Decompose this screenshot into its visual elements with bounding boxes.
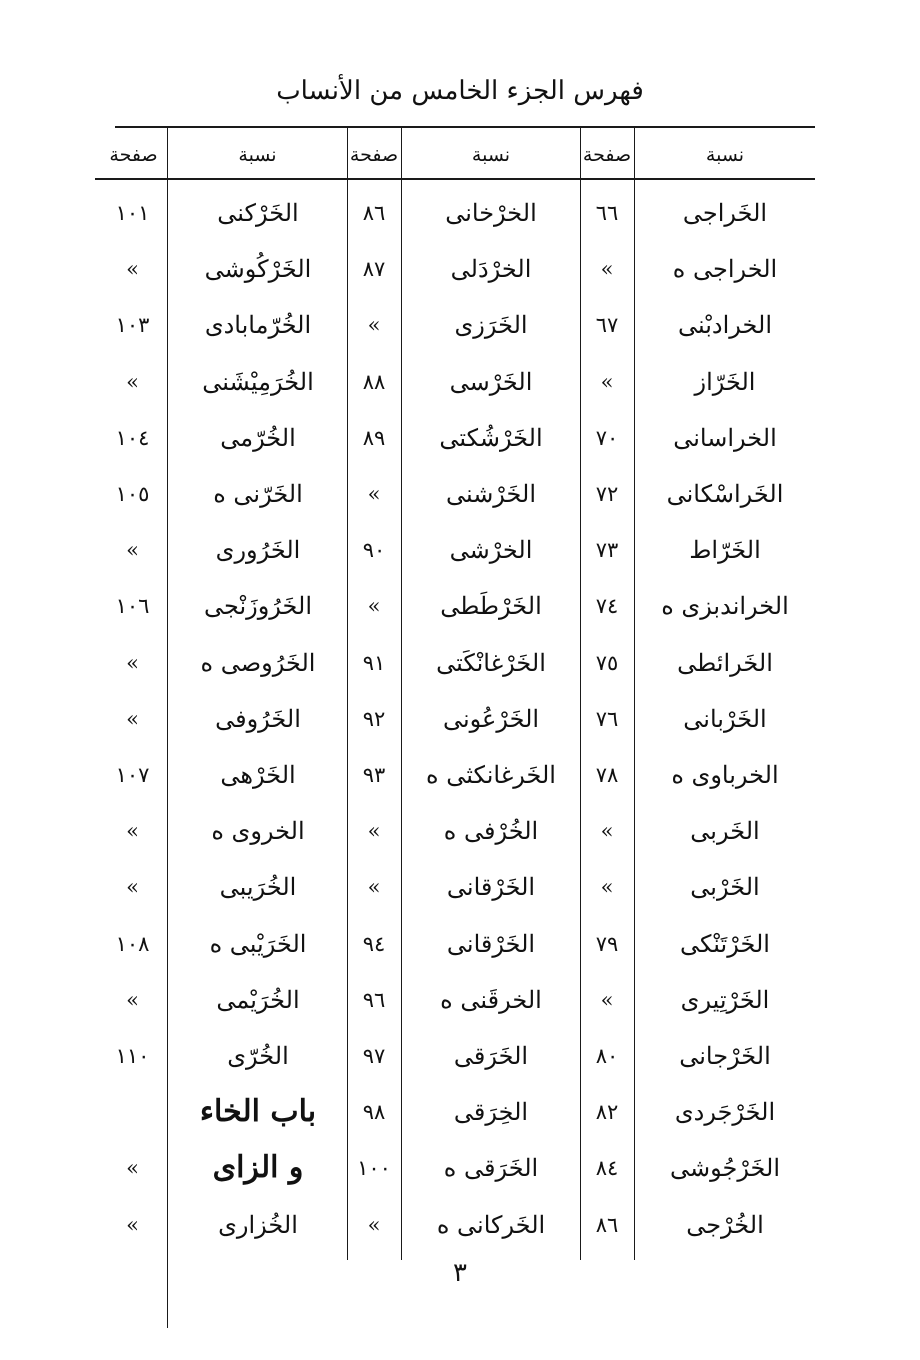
entry-name: الخَرْطَطى bbox=[440, 592, 542, 620]
entry-page: ١١٠ bbox=[115, 1044, 150, 1068]
entry-name: الخَرُوزَنْجى bbox=[203, 592, 313, 620]
column-divider bbox=[634, 128, 635, 1260]
entry-page: ٨٢ bbox=[595, 1100, 619, 1124]
entry-name: الخرقَنى ه bbox=[440, 986, 542, 1014]
entry-page: ١٠٠ bbox=[357, 1156, 391, 1180]
entry-page: ٩٠ bbox=[362, 538, 386, 562]
entry-page: ١٠٤ bbox=[115, 426, 150, 450]
entry-page: » bbox=[126, 1213, 139, 1237]
entry-name: الخَرَيْبى ه bbox=[209, 930, 307, 958]
entry-name: الخَركانى ه bbox=[436, 1211, 546, 1239]
entry-name: الخُزارى bbox=[218, 1211, 298, 1239]
entry-page: » bbox=[600, 257, 614, 281]
entry-page: ٦٦ bbox=[595, 201, 619, 225]
header-top-rule bbox=[115, 126, 815, 128]
entry-page: » bbox=[367, 1213, 381, 1237]
entry-page: ٧٢ bbox=[595, 482, 619, 506]
entry-name: الخَرْتِيرى bbox=[680, 986, 770, 1014]
entry-page: ٩٧ bbox=[362, 1044, 386, 1068]
entry-name: الخُرّمابادى bbox=[204, 311, 312, 339]
entry-page: » bbox=[367, 594, 381, 618]
entry-name: الخَرْجُوشى bbox=[669, 1154, 781, 1182]
entry-page: ٦٧ bbox=[595, 313, 619, 337]
entry-name: الخراندبزى ه bbox=[661, 592, 789, 620]
entry-name: الخَرْكنى bbox=[217, 199, 299, 227]
entry-name: الخُرْفى ه bbox=[443, 817, 539, 845]
entry-name: الخَرْبى bbox=[690, 873, 760, 901]
column-divider bbox=[167, 128, 168, 1328]
entry-name: الخرْخانى bbox=[445, 199, 537, 227]
entry-page: » bbox=[126, 651, 139, 675]
entry-page: » bbox=[126, 819, 139, 843]
entry-page: ٨٩ bbox=[362, 426, 386, 450]
entry-page: » bbox=[126, 257, 139, 281]
entry-page: » bbox=[126, 875, 139, 899]
entry-page: ١٠٨ bbox=[115, 932, 150, 956]
entry-page: ٩٦ bbox=[362, 988, 386, 1012]
entry-page: ٧٨ bbox=[595, 763, 619, 787]
entry-name: الخَرُوفى bbox=[215, 705, 301, 733]
entry-name: الخَرْعُونى bbox=[442, 705, 540, 733]
entry-page: » bbox=[367, 875, 381, 899]
entry-page: ٧٥ bbox=[595, 651, 619, 675]
entry-name: الخرباوى ه bbox=[671, 761, 779, 789]
entry-page: ١٠٦ bbox=[115, 594, 150, 618]
entry-name: الخَرَقى bbox=[453, 1042, 529, 1070]
entry-page: » bbox=[600, 819, 614, 843]
entry-page: ٧٣ bbox=[595, 538, 619, 562]
entry-name: الخُرَيْمى bbox=[216, 986, 300, 1014]
header-nisba: نسبة bbox=[705, 144, 745, 166]
entry-page: ١٠٥ bbox=[115, 482, 150, 506]
entry-name: الخروى ه bbox=[211, 817, 305, 845]
entry-name: الخَرْغانْكَتى bbox=[436, 649, 546, 677]
entry-name: الخرْشى bbox=[449, 536, 533, 564]
entry-name: الخَرْجانى bbox=[679, 1042, 771, 1070]
entry-name: الخراجى ه bbox=[672, 255, 778, 283]
entry-page: » bbox=[126, 1156, 139, 1180]
entry-name: الخَرْقانى bbox=[446, 873, 536, 901]
entry-name: الخَرْشُكتى bbox=[439, 424, 543, 452]
header-page: صفحة bbox=[582, 144, 632, 166]
entry-page: ٩٨ bbox=[362, 1100, 386, 1124]
entry-name: الخِرَقى bbox=[453, 1098, 529, 1126]
entry-page: ٨٦ bbox=[362, 201, 386, 225]
entry-page: ٧٩ bbox=[595, 932, 619, 956]
page-number: ٣ bbox=[453, 1258, 467, 1288]
entry-name: الخرادبْنى bbox=[678, 311, 772, 339]
entry-page: » bbox=[367, 482, 381, 506]
entry-page: ٩٢ bbox=[362, 707, 386, 731]
entry-name: الخَربى bbox=[690, 817, 760, 845]
entry-name: الخَرُوصى ه bbox=[200, 649, 316, 677]
entry-page: ١٠٣ bbox=[115, 313, 150, 337]
entry-page: ٨٠ bbox=[595, 1044, 619, 1068]
entry-page: ٨٤ bbox=[595, 1156, 619, 1180]
entry-name: الخَراجى bbox=[682, 199, 768, 227]
entry-name: الخَرْجَردى bbox=[674, 1098, 776, 1126]
entry-name: الخَرْهى bbox=[220, 761, 296, 789]
entry-page: ٩٤ bbox=[362, 932, 386, 956]
entry-name: الخَرْتَنْكى bbox=[680, 930, 770, 958]
entry-name: الخرْدَلى bbox=[450, 255, 532, 283]
entry-name: الخُرّى bbox=[227, 1042, 289, 1070]
entry-name: الخَرّنى ه bbox=[213, 480, 303, 508]
entry-page: » bbox=[126, 988, 139, 1012]
entry-page: » bbox=[367, 819, 381, 843]
entry-page: » bbox=[126, 707, 139, 731]
entry-name: الخَرّاط bbox=[689, 536, 761, 564]
entry-page bbox=[100, 1092, 165, 1132]
entry-page: » bbox=[600, 370, 614, 394]
entry-name: الخَرَقى ه bbox=[443, 1154, 539, 1182]
column-divider bbox=[347, 128, 348, 1260]
entry-page: ١٠١ bbox=[115, 201, 150, 225]
entry-name: الخُرَيبى bbox=[219, 873, 297, 901]
section-heading: و الزاى bbox=[212, 1150, 304, 1185]
page-title: فهرس الجزء الخامس من الأنساب bbox=[276, 76, 644, 106]
entry-page: ٨٨ bbox=[362, 370, 386, 394]
entry-name: الخُرَمِيْشَنى bbox=[202, 368, 314, 396]
entry-page: » bbox=[600, 988, 614, 1012]
entry-name: الخَرَزى bbox=[454, 311, 528, 339]
entry-name: الخَراسْكانى bbox=[666, 480, 784, 508]
header-page: صفحة bbox=[349, 144, 399, 166]
entry-name: الخَرْقانى bbox=[446, 930, 536, 958]
entry-name: الخُرّمى bbox=[220, 424, 296, 452]
entry-page: ٧٠ bbox=[595, 426, 619, 450]
entry-name: الخَرْبانى bbox=[683, 705, 767, 733]
entry-page: ٩٣ bbox=[362, 763, 386, 787]
column-divider bbox=[401, 128, 402, 1260]
entry-name: الخراسانى bbox=[673, 424, 777, 452]
entry-name: الخَرّاز bbox=[694, 368, 756, 396]
entry-page: » bbox=[126, 538, 139, 562]
entry-page: ٧٦ bbox=[595, 707, 619, 731]
entry-page: ٨٦ bbox=[595, 1213, 619, 1237]
entry-page: ٨٧ bbox=[362, 257, 386, 281]
entry-page: » bbox=[600, 875, 614, 899]
header-page: صفحة bbox=[109, 144, 158, 166]
entry-page: ٧٤ bbox=[595, 594, 619, 618]
entry-name: الخَرغانكثى ه bbox=[426, 761, 556, 789]
entry-name: الخُرْجى bbox=[686, 1211, 764, 1239]
entry-name: الخَرْشنى bbox=[445, 480, 537, 508]
column-divider bbox=[580, 128, 581, 1260]
header-nisba: نسبة bbox=[471, 144, 511, 166]
entry-page: » bbox=[367, 313, 381, 337]
entry-name: الخَرائطى bbox=[677, 649, 773, 677]
entry-name: الخَرُورى bbox=[215, 536, 301, 564]
entry-name: الخَرْسى bbox=[449, 368, 533, 396]
header-nisba: نسبة bbox=[238, 144, 277, 166]
section-heading: باب الخاء bbox=[199, 1094, 317, 1129]
header-bottom-rule bbox=[95, 178, 815, 180]
entry-name: الخَرْكُوشى bbox=[204, 255, 312, 283]
entry-page: ١٠٧ bbox=[115, 763, 150, 787]
entry-page: ٩١ bbox=[362, 651, 386, 675]
entry-page: » bbox=[126, 370, 139, 394]
